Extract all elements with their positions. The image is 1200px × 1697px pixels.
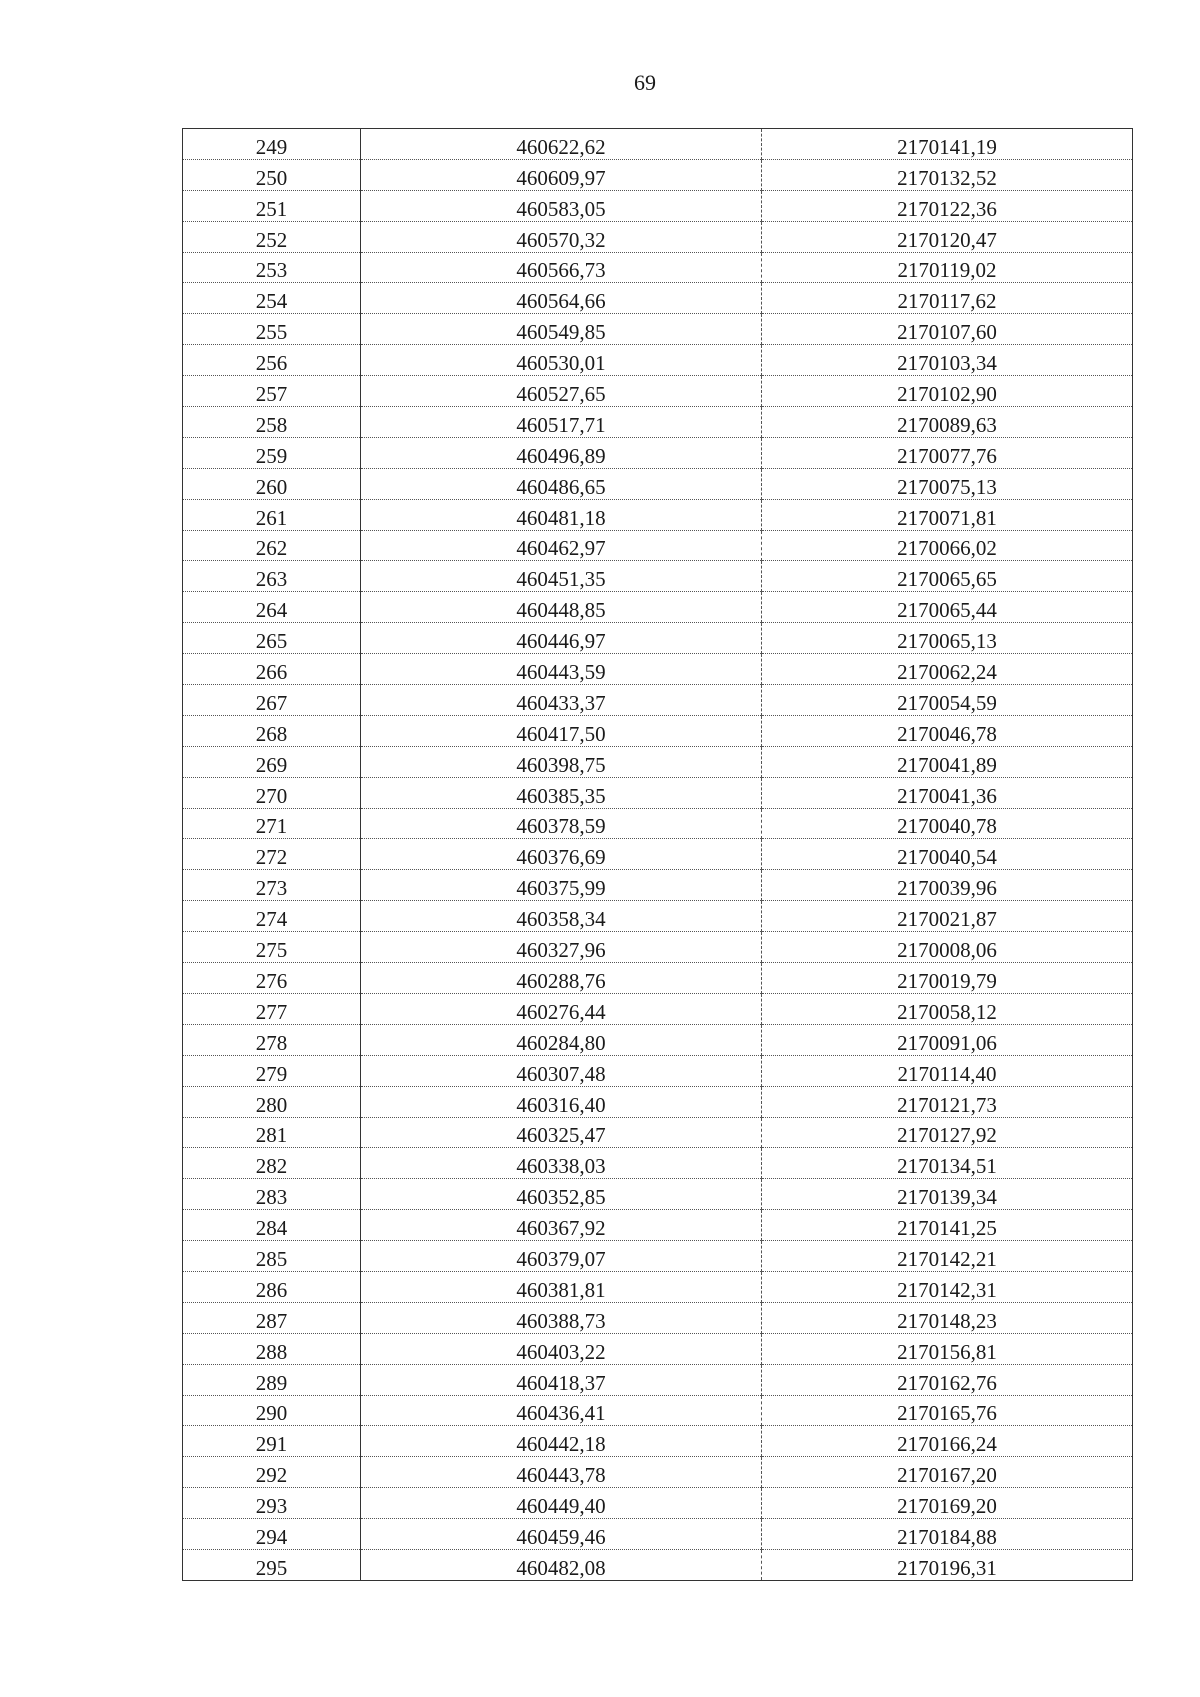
table-row: [183, 1271, 1133, 1302]
point-number-cell: 264: [183, 592, 361, 623]
table-row: [183, 623, 1133, 654]
table-row: [183, 839, 1133, 870]
table-row: [183, 654, 1133, 685]
y-coordinate-cell: 2170075,13: [762, 468, 1133, 499]
x-coordinate-cell: 460482,08: [361, 1549, 762, 1580]
point-number-cell: 286: [183, 1271, 361, 1302]
x-coordinate-cell: 460549,85: [361, 314, 762, 345]
x-coordinate-cell: 460564,66: [361, 283, 762, 314]
y-coordinate-cell: 2170122,36: [762, 190, 1133, 221]
x-coordinate-cell: 460338,03: [361, 1148, 762, 1179]
x-coordinate-cell: 460327,96: [361, 932, 762, 963]
y-coordinate-cell: 2170065,44: [762, 592, 1133, 623]
y-coordinate-cell: 2170120,47: [762, 221, 1133, 252]
y-coordinate-cell: 2170117,62: [762, 283, 1133, 314]
table-row: [183, 468, 1133, 499]
table-row: [183, 870, 1133, 901]
point-number-cell: 288: [183, 1333, 361, 1364]
table-row: [183, 1333, 1133, 1364]
y-coordinate-cell: 2170165,76: [762, 1395, 1133, 1426]
point-number-cell: 273: [183, 870, 361, 901]
table-row: [183, 437, 1133, 468]
y-coordinate-cell: 2170184,88: [762, 1519, 1133, 1550]
x-coordinate-cell: 460622,62: [361, 129, 762, 160]
x-coordinate-cell: 460527,65: [361, 376, 762, 407]
table-row: [183, 376, 1133, 407]
point-number-cell: 269: [183, 746, 361, 777]
x-coordinate-cell: 460462,97: [361, 530, 762, 561]
table-row: [183, 1117, 1133, 1148]
y-coordinate-cell: 2170054,59: [762, 685, 1133, 716]
point-number-cell: 290: [183, 1395, 361, 1426]
x-coordinate-cell: 460566,73: [361, 252, 762, 283]
x-coordinate-cell: 460378,59: [361, 808, 762, 839]
table-row: [183, 314, 1133, 345]
point-number-cell: 280: [183, 1086, 361, 1117]
y-coordinate-cell: 2170077,76: [762, 437, 1133, 468]
point-number-cell: 271: [183, 808, 361, 839]
y-coordinate-cell: 2170058,12: [762, 993, 1133, 1024]
y-coordinate-cell: 2170041,89: [762, 746, 1133, 777]
point-number-cell: 253: [183, 252, 361, 283]
y-coordinate-cell: 2170127,92: [762, 1117, 1133, 1148]
y-coordinate-cell: 2170039,96: [762, 870, 1133, 901]
table-row: [183, 715, 1133, 746]
point-number-cell: 274: [183, 901, 361, 932]
x-coordinate-cell: 460316,40: [361, 1086, 762, 1117]
point-number-cell: 261: [183, 499, 361, 530]
y-coordinate-cell: 2170142,21: [762, 1241, 1133, 1272]
y-coordinate-cell: 2170062,24: [762, 654, 1133, 685]
point-number-cell: 259: [183, 437, 361, 468]
point-number-cell: 291: [183, 1426, 361, 1457]
table-row: [183, 1179, 1133, 1210]
point-number-cell: 260: [183, 468, 361, 499]
table-row: [183, 1364, 1133, 1395]
table-row: [183, 685, 1133, 716]
point-number-cell: 275: [183, 932, 361, 963]
y-coordinate-cell: 2170169,20: [762, 1488, 1133, 1519]
point-number-cell: 289: [183, 1364, 361, 1395]
x-coordinate-cell: 460443,78: [361, 1457, 762, 1488]
x-coordinate-cell: 460276,44: [361, 993, 762, 1024]
table-row: [183, 530, 1133, 561]
y-coordinate-cell: 2170040,78: [762, 808, 1133, 839]
y-coordinate-cell: 2170156,81: [762, 1333, 1133, 1364]
table-row: [183, 901, 1133, 932]
y-coordinate-cell: 2170114,40: [762, 1055, 1133, 1086]
x-coordinate-cell: 460284,80: [361, 1024, 762, 1055]
x-coordinate-cell: 460448,85: [361, 592, 762, 623]
point-number-cell: 282: [183, 1148, 361, 1179]
point-number-cell: 281: [183, 1117, 361, 1148]
point-number-cell: 285: [183, 1241, 361, 1272]
x-coordinate-cell: 460436,41: [361, 1395, 762, 1426]
point-number-cell: 276: [183, 963, 361, 994]
table-row: [183, 1302, 1133, 1333]
point-number-cell: 278: [183, 1024, 361, 1055]
y-coordinate-cell: 2170021,87: [762, 901, 1133, 932]
table-row: [183, 1549, 1133, 1580]
point-number-cell: 266: [183, 654, 361, 685]
x-coordinate-cell: 460446,97: [361, 623, 762, 654]
table-row: [183, 190, 1133, 221]
table-row: [183, 1519, 1133, 1550]
y-coordinate-cell: 2170091,06: [762, 1024, 1133, 1055]
y-coordinate-cell: 2170167,20: [762, 1457, 1133, 1488]
table-row: [183, 1024, 1133, 1055]
x-coordinate-cell: 460385,35: [361, 777, 762, 808]
table-row: [183, 1241, 1133, 1272]
x-coordinate-cell: 460367,92: [361, 1210, 762, 1241]
table-row: [183, 561, 1133, 592]
point-number-cell: 252: [183, 221, 361, 252]
table-row: [183, 252, 1133, 283]
x-coordinate-cell: 460418,37: [361, 1364, 762, 1395]
point-number-cell: 272: [183, 839, 361, 870]
point-number-cell: 254: [183, 283, 361, 314]
table-row: [183, 993, 1133, 1024]
x-coordinate-cell: 460381,81: [361, 1271, 762, 1302]
point-number-cell: 295: [183, 1549, 361, 1580]
x-coordinate-cell: 460451,35: [361, 561, 762, 592]
x-coordinate-cell: 460358,34: [361, 901, 762, 932]
y-coordinate-cell: 2170142,31: [762, 1271, 1133, 1302]
point-number-cell: 250: [183, 159, 361, 190]
table-row: [183, 808, 1133, 839]
table-row: [183, 1457, 1133, 1488]
point-number-cell: 265: [183, 623, 361, 654]
y-coordinate-cell: 2170166,24: [762, 1426, 1133, 1457]
x-coordinate-cell: 460433,37: [361, 685, 762, 716]
x-coordinate-cell: 460449,40: [361, 1488, 762, 1519]
y-coordinate-cell: 2170119,02: [762, 252, 1133, 283]
y-coordinate-cell: 2170132,52: [762, 159, 1133, 190]
y-coordinate-cell: 2170103,34: [762, 345, 1133, 376]
table-row: [183, 129, 1133, 160]
x-coordinate-cell: 460517,71: [361, 407, 762, 438]
y-coordinate-cell: 2170102,90: [762, 376, 1133, 407]
y-coordinate-cell: 2170041,36: [762, 777, 1133, 808]
point-number-cell: 268: [183, 715, 361, 746]
x-coordinate-cell: 460570,32: [361, 221, 762, 252]
point-number-cell: 255: [183, 314, 361, 345]
x-coordinate-cell: 460481,18: [361, 499, 762, 530]
table-row: [183, 746, 1133, 777]
y-coordinate-cell: 2170141,25: [762, 1210, 1133, 1241]
x-coordinate-cell: 460398,75: [361, 746, 762, 777]
x-coordinate-cell: 460352,85: [361, 1179, 762, 1210]
y-coordinate-cell: 2170162,76: [762, 1364, 1133, 1395]
point-number-cell: 277: [183, 993, 361, 1024]
point-number-cell: 263: [183, 561, 361, 592]
y-coordinate-cell: 2170040,54: [762, 839, 1133, 870]
point-number-cell: 256: [183, 345, 361, 376]
table-row: [183, 1395, 1133, 1426]
table-row: [183, 932, 1133, 963]
point-number-cell: 283: [183, 1179, 361, 1210]
table-row: [183, 963, 1133, 994]
y-coordinate-cell: 2170196,31: [762, 1549, 1133, 1580]
x-coordinate-cell: 460530,01: [361, 345, 762, 376]
point-number-cell: 258: [183, 407, 361, 438]
y-coordinate-cell: 2170148,23: [762, 1302, 1133, 1333]
point-number-cell: 292: [183, 1457, 361, 1488]
y-coordinate-cell: 2170107,60: [762, 314, 1133, 345]
x-coordinate-cell: 460486,65: [361, 468, 762, 499]
point-number-cell: 251: [183, 190, 361, 221]
x-coordinate-cell: 460417,50: [361, 715, 762, 746]
y-coordinate-cell: 2170066,02: [762, 530, 1133, 561]
y-coordinate-cell: 2170134,51: [762, 1148, 1133, 1179]
x-coordinate-cell: 460442,18: [361, 1426, 762, 1457]
x-coordinate-cell: 460375,99: [361, 870, 762, 901]
table-row: [183, 159, 1133, 190]
coordinates-table-body: [183, 129, 1133, 1581]
x-coordinate-cell: 460388,73: [361, 1302, 762, 1333]
table-row: [183, 592, 1133, 623]
y-coordinate-cell: 2170139,34: [762, 1179, 1133, 1210]
page-number: 69: [634, 70, 656, 95]
point-number-cell: 270: [183, 777, 361, 808]
table-row: [183, 1055, 1133, 1086]
table-row: [183, 283, 1133, 314]
point-number-cell: 257: [183, 376, 361, 407]
table-row: [183, 345, 1133, 376]
y-coordinate-cell: 2170141,19: [762, 129, 1133, 160]
point-number-cell: 287: [183, 1302, 361, 1333]
x-coordinate-cell: 460376,69: [361, 839, 762, 870]
point-number-cell: 284: [183, 1210, 361, 1241]
x-coordinate-cell: 460403,22: [361, 1333, 762, 1364]
point-number-cell: 267: [183, 685, 361, 716]
point-number-cell: 294: [183, 1519, 361, 1550]
y-coordinate-cell: 2170065,65: [762, 561, 1133, 592]
table-row: [183, 777, 1133, 808]
y-coordinate-cell: 2170019,79: [762, 963, 1133, 994]
table-row: [183, 221, 1133, 252]
y-coordinate-cell: 2170046,78: [762, 715, 1133, 746]
x-coordinate-cell: 460288,76: [361, 963, 762, 994]
x-coordinate-cell: 460307,48: [361, 1055, 762, 1086]
x-coordinate-cell: 460609,97: [361, 159, 762, 190]
table-row: [183, 1488, 1133, 1519]
x-coordinate-cell: 460496,89: [361, 437, 762, 468]
table-row: [183, 1210, 1133, 1241]
y-coordinate-cell: 2170089,63: [762, 407, 1133, 438]
x-coordinate-cell: 460583,05: [361, 190, 762, 221]
point-number-cell: 279: [183, 1055, 361, 1086]
x-coordinate-cell: 460459,46: [361, 1519, 762, 1550]
x-coordinate-cell: 460443,59: [361, 654, 762, 685]
x-coordinate-cell: 460379,07: [361, 1241, 762, 1272]
y-coordinate-cell: 2170065,13: [762, 623, 1133, 654]
coordinates-table: [182, 128, 1133, 1581]
y-coordinate-cell: 2170121,73: [762, 1086, 1133, 1117]
table-row: [183, 499, 1133, 530]
point-number-cell: 249: [183, 129, 361, 160]
table-row: [183, 1086, 1133, 1117]
y-coordinate-cell: 2170008,06: [762, 932, 1133, 963]
table-row: [183, 1426, 1133, 1457]
y-coordinate-cell: 2170071,81: [762, 499, 1133, 530]
point-number-cell: 262: [183, 530, 361, 561]
table-row: [183, 407, 1133, 438]
table-row: [183, 1148, 1133, 1179]
point-number-cell: 293: [183, 1488, 361, 1519]
x-coordinate-cell: 460325,47: [361, 1117, 762, 1148]
